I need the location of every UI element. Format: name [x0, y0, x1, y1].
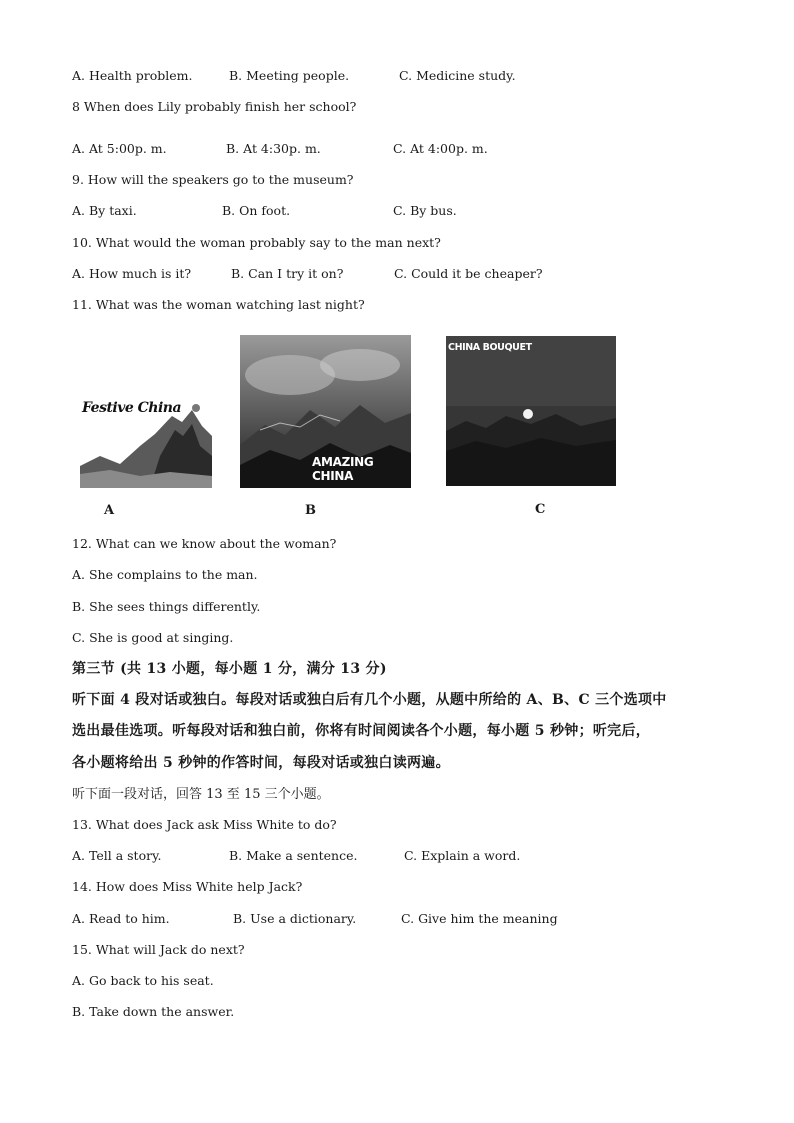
q8-option-a: A. At 5:00p. m. [72, 141, 167, 156]
q14-option-c: C. Give him the meaning [401, 911, 558, 926]
q11-image-a [80, 386, 212, 488]
q11-image-c [446, 336, 616, 486]
q9-option-c: C. By bus. [393, 203, 457, 218]
q12-option-c: C. She is good at singing. [72, 630, 234, 645]
q15-question: 15. What will Jack do next? [72, 942, 245, 957]
q15-option-b: B. Take down the answer. [72, 1004, 235, 1019]
q11-image-b [240, 335, 411, 488]
q13-option-b: B. Make a sentence. [229, 848, 358, 863]
q9-option-a: A. By taxi. [72, 203, 137, 218]
q11-question: 11. What was the woman watching last night? [72, 297, 365, 312]
q10-question: 10. What would the woman probably say to the man next? [72, 235, 441, 250]
q12-option-b: B. She sees things differently. [72, 599, 261, 614]
q7-option-a: A. Health problem. [72, 68, 193, 83]
q12-option-a: A. She complains to the man. [72, 567, 258, 582]
q11-image-a-caption: Festive China [82, 400, 182, 416]
q11-image-c-caption: CHINA BOUQUET [448, 342, 532, 353]
q14-question: 14. How does Miss White help Jack? [72, 879, 303, 894]
q15-option-a: A. Go back to his seat. [72, 973, 214, 988]
q11-label-c: C [535, 502, 546, 517]
q8-option-c: C. At 4:00p. m. [393, 141, 488, 156]
q13-option-a: A. Tell a story. [72, 848, 162, 863]
q10-option-c: C. Could it be cheaper? [394, 266, 543, 281]
q9-question: 9. How will the speakers go to the museum? [72, 172, 354, 187]
q8-question: 8 When does Lily probably finish her school? [72, 99, 357, 114]
q8-option-b: B. At 4:30p. m. [226, 141, 321, 156]
q11-label-a: A [104, 503, 115, 518]
q7-option-b: B. Meeting people. [229, 68, 350, 83]
q9-option-b: B. On foot. [222, 203, 291, 218]
q11-image-b-caption: AMAZING CHINA [312, 455, 374, 483]
moon-landscape-c-icon [446, 336, 616, 486]
section3-title: 第三节 (共 13 小题，每小题 1 分，满分 13 分) [72, 661, 387, 677]
q7-option-c: C. Medicine study. [399, 68, 516, 83]
q10-option-b: B. Can I try it on? [231, 266, 344, 281]
section3-instruction-line1: 听下面 4 段对话或独白。每段对话或独白后有几个小题，从题中所给的 A、B、C 三个选项中 [72, 692, 667, 708]
q10-option-a: A. How much is it? [72, 266, 192, 281]
q14-option-b: B. Use a dictionary. [233, 911, 357, 926]
q11-label-b: B [305, 503, 316, 518]
q13-question: 13. What does Jack ask Miss White to do? [72, 817, 337, 832]
section3-dialog-intro: 听下面一段对话，回答 13 至 15 三个小题。 [72, 787, 330, 802]
q12-question: 12. What can we know about the woman? [72, 536, 337, 551]
q13-option-c: C. Explain a word. [404, 848, 521, 863]
q14-option-a: A. Read to him. [72, 911, 170, 926]
section3-instruction-line2: 选出最佳选项。听每段对话和独白前，你将有时间阅读各个小题，每小题 5 秒钟；听完后， [72, 723, 651, 739]
section3-instruction-line3: 各小题将给出 5 秒钟的作答时间，每段对话或独白读两遍。 [72, 755, 450, 771]
